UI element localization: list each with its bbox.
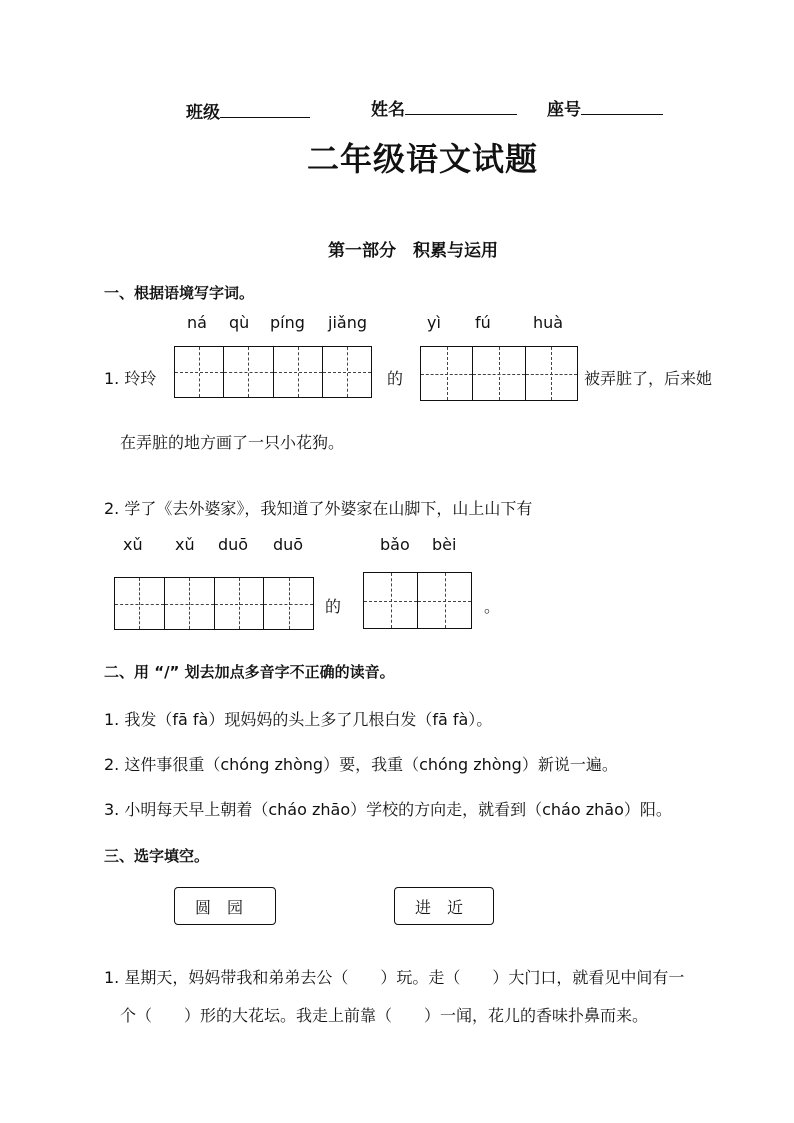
writing-grid-4[interactable] — [114, 577, 314, 630]
grid-cell[interactable] — [165, 578, 215, 629]
option-box-1: 圆 园 — [174, 887, 276, 925]
list-item: 3. 小明每天早上朝着（cháo zhāo）学校的方向走，就看到（cháo zhāo）阳。 — [104, 800, 672, 819]
grid-cell[interactable] — [274, 347, 323, 397]
grid-cell[interactable] — [175, 347, 224, 397]
question-2-text: 2. 学了《去外婆家》，我知道了外婆家在山脚下，山上山下有 — [104, 499, 533, 518]
grid-cell[interactable] — [364, 573, 418, 628]
list-item: 1. 我发（fā fà）现妈妈的头上多了几根白发（fā fà）。 — [104, 710, 493, 729]
pinyin: qù — [229, 313, 250, 332]
pinyin: jiǎng — [328, 313, 367, 332]
part-title: 第一部分 积累与运用 — [328, 241, 498, 261]
list-item: 2. 这件事很重（chóng zhòng）要，我重（chóng zhòng）新说一遍。 — [104, 755, 618, 774]
section-3-heading: 三、选字填空。 — [104, 847, 210, 865]
writing-grid-3[interactable] — [420, 346, 578, 401]
question-3-line1: 1. 星期天，妈妈带我和弟弟去公（ ）玩。走（ ）大门口，就看见中间有一 — [104, 968, 685, 987]
question-1-suffix: 被弄脏了，后来她 — [584, 369, 713, 388]
seat-label: 座号 — [547, 100, 581, 120]
question-1-prefix: 1. 玲玲 — [104, 369, 157, 388]
grid-cell[interactable] — [215, 578, 265, 629]
pinyin: bǎo — [380, 535, 410, 554]
pinyin: duō — [218, 535, 249, 554]
grid-cell[interactable] — [526, 347, 577, 400]
name-blank[interactable] — [405, 96, 517, 115]
grid-cell[interactable] — [264, 578, 313, 629]
pinyin: duō — [273, 535, 304, 554]
name-label: 姓名 — [371, 100, 405, 120]
grid-cell[interactable] — [115, 578, 165, 629]
pinyin: xǔ — [175, 535, 195, 554]
pinyin: xǔ — [123, 535, 143, 554]
section-2-heading: 二、用 “/” 划去加点多音字不正确的读音。 — [104, 663, 395, 681]
writing-grid-4[interactable] — [174, 346, 372, 398]
question-2-middle: 的 — [325, 597, 342, 616]
pinyin: huà — [533, 313, 564, 332]
pinyin: fú — [475, 313, 491, 332]
class-blank[interactable] — [220, 99, 310, 118]
question-2-end: 。 — [484, 597, 501, 616]
pinyin: píng — [270, 313, 305, 332]
grid-cell[interactable] — [421, 347, 473, 400]
seat-field — [547, 95, 663, 120]
grid-cell[interactable] — [473, 347, 525, 400]
page-title: 二年级语文试题 — [307, 140, 539, 178]
pinyin: yì — [427, 313, 441, 332]
option-box-2: 进 近 — [394, 887, 494, 925]
name-field — [371, 95, 517, 120]
question-3-line2: 个（ ）形的大花坛。我走上前靠（ ）一闻，花儿的香味扑鼻而来。 — [120, 1006, 649, 1025]
grid-cell[interactable] — [418, 573, 471, 628]
writing-grid-2[interactable] — [363, 572, 472, 629]
seat-blank[interactable] — [581, 96, 663, 115]
class-field — [186, 98, 310, 123]
question-1-middle: 的 — [387, 369, 404, 388]
grid-cell[interactable] — [323, 347, 371, 397]
pinyin: bèi — [432, 535, 457, 554]
question-1-line2: 在弄脏的地方画了一只小花狗。 — [120, 433, 345, 452]
section-1-heading: 一、根据语境写字词。 — [104, 284, 255, 302]
class-label: 班级 — [186, 103, 220, 123]
grid-cell[interactable] — [224, 347, 273, 397]
pinyin: ná — [187, 313, 207, 332]
